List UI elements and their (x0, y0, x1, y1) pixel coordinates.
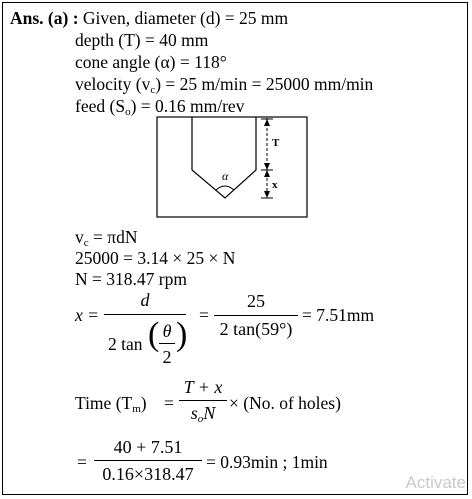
x-result: = 7.51mm (302, 305, 375, 325)
vc-formula: $v_c = \pi dN$ (75, 227, 138, 249)
time-frac-num: T + x (183, 377, 223, 397)
given-feed: feed $(S_o) = 0.16$ mm/rev (75, 96, 245, 118)
arrow-x-bottom (264, 191, 270, 198)
final-eq: = (77, 452, 87, 472)
final-fraction (93, 438, 203, 483)
label-T: T (272, 137, 280, 149)
right-paren: ) (176, 316, 188, 353)
x-fraction-1 (104, 291, 186, 315)
diagram-border (157, 117, 307, 217)
time-frac-den: $s_oN$ (190, 403, 216, 426)
cone-angle-arc (216, 186, 234, 190)
arrow-t-bottom (264, 163, 270, 170)
x-eq-2: = (199, 305, 209, 325)
x-lhs: x = (75, 305, 99, 325)
x-frac2-num: 25 (247, 291, 265, 311)
x-frac2-den: 2 tan(59°) (219, 319, 293, 340)
given-diameter: Given, diameter (d) = 25 mm (82, 8, 289, 28)
alpha-label: α (222, 169, 229, 183)
final-frac-num: 40 + 7.51 (113, 437, 183, 457)
x-frac1-den: 2 tan (108, 334, 143, 354)
final-result: = 0.93min ; 1min (206, 452, 328, 472)
time-fraction (178, 377, 228, 426)
given-velocity: velocity $(v_c) = 25$ m/min = 25000 mm/min (75, 74, 374, 96)
given-cone-angle: cone angle (α) = 118° (75, 52, 227, 72)
time-label: Time $(T_m)$ (75, 393, 147, 415)
n-result: N = 318.47 rpm (75, 269, 187, 289)
time-tail: × (No. of holes) (229, 393, 341, 413)
x-frac1-num: d (140, 290, 150, 310)
activation-watermark: Activate (405, 473, 466, 492)
n-calculation: 25000 = 3.14 × 25 × N (75, 248, 236, 268)
answer-label: Ans. (a) : (10, 8, 79, 28)
given-depth: depth (T) = 40 mm (75, 30, 209, 50)
time-eq: = (164, 393, 174, 413)
theta-over-2: θ 2 (158, 322, 176, 366)
x-fraction-2 (214, 292, 298, 338)
label-x: x (272, 179, 278, 191)
drill-hole-diagram (156, 116, 308, 218)
given-line-1 (10, 10, 288, 28)
left-paren: ( (148, 316, 160, 353)
arrow-t-top (264, 119, 270, 126)
arrow-x-top (264, 170, 270, 177)
final-frac-den: 0.16×318.47 (102, 464, 194, 485)
